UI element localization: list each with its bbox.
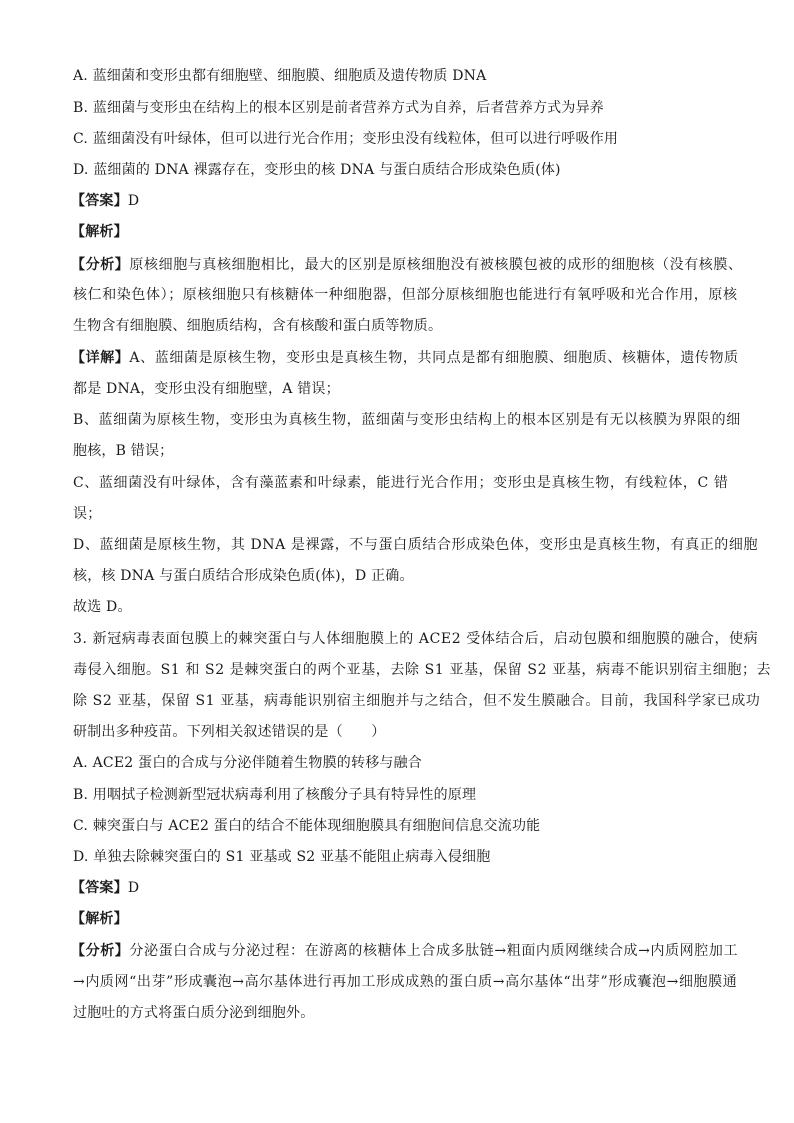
- q3-analysis-title: [71, 909, 731, 929]
- q2-analysis-line-2: 核仁和染色体）；原核细胞只有核糖体一种细胞器，但部分原核细胞也能进行有氧呼吸和光合作用，原核: [73, 287, 738, 303]
- q3-option-a: A. ACE2 蛋白的合成与分泌伴随着生物膜的转移与融合: [73, 755, 423, 771]
- analysis-tag: 【分析】: [71, 257, 130, 273]
- q3-analysis-line-3: 过胞吐的方式将蛋白质分泌到细胞外。: [73, 1005, 315, 1021]
- q2-detail-line-2: 都是 DNA，变形虫没有细胞壁，A 错误；: [73, 381, 340, 397]
- analysis-text: 原核细胞与真核细胞相比，最大的区别是原核细胞没有被核膜包被的成形的细胞核（没有核膜、: [129, 257, 743, 273]
- analysis-title-label: 【解析】: [71, 224, 128, 240]
- q3-stem-line-2: 毒侵入细胞。S1 和 S2 是棘突蛋白的两个亚基，去除 S1 亚基，保留 S2 亚基，病毒不能识别宿主细胞；去: [73, 662, 772, 678]
- q3-option-b: B. 用咽拭子检测新型冠状病毒利用了核酸分子具有特异性的原理: [73, 787, 477, 803]
- q3-answer: [71, 878, 731, 898]
- q3-option-d: D. 单独去除棘突蛋白的 S1 亚基或 S2 亚基不能阻止病毒入侵细胞: [73, 849, 491, 865]
- q2-analysis-title: [71, 222, 731, 242]
- q2-detail-line-7: D、蓝细菌是原核生物，其 DNA 是裸露，不与蛋白质结合形成染色体，变形虫是真核生物，有真正的细胞: [73, 537, 759, 553]
- answer-tag: 【答案】: [71, 880, 128, 896]
- analysis-tag: 【分析】: [71, 943, 130, 959]
- q2-option-a: A. 蓝细菌和变形虫都有细胞壁、细胞膜、细胞质及遗传物质 DNA: [73, 68, 487, 84]
- answer-value: D: [127, 193, 140, 209]
- q2-detail-line-5: C、蓝细菌没有叶绿体，含有藻蓝素和叶绿素，能进行光合作用；变形虫是真核生物，有线粒体，C 错: [73, 475, 729, 491]
- q2-detail-line-3: B、蓝细菌为原核生物，变形虫为真核生物，蓝细菌与变形虫结构上的根本区别是有无以核膜为界限的细: [73, 412, 741, 428]
- q2-detail-line-8: 核，核 DNA 与蛋白质结合形成染色质(体)，D 正确。: [73, 568, 414, 584]
- q2-detail-line-1: [71, 348, 739, 368]
- q2-detail-line-6: 误；: [73, 506, 102, 522]
- q2-conclusion: 故选 D。: [73, 599, 132, 615]
- q2-option-c: C. 蓝细菌没有叶绿体，但可以进行光合作用；变形虫没有线粒体，但可以进行呼吸作用: [73, 131, 619, 147]
- q2-analysis-line-1: [71, 255, 743, 275]
- answer-tag: 【答案】: [71, 193, 128, 209]
- q3-stem-line-4: 研制出多种疫苗。下列相关叙述错误的是（ ）: [73, 724, 386, 740]
- q2-detail-line-4: 胞核，B 错误；: [73, 443, 174, 459]
- q2-answer: [71, 191, 731, 211]
- detail-text: A、蓝细菌是原核生物，变形虫是真核生物，共同点是都有细胞膜、细胞质、核糖体，遗传物质: [129, 350, 739, 366]
- q2-analysis-line-3: 生物含有细胞膜、细胞质结构，含有核酸和蛋白质等物质。: [73, 318, 443, 334]
- q2-option-d: D. 蓝细菌的 DNA 裸露存在，变形虫的核 DNA 与蛋白质结合形成染色质(体): [73, 162, 561, 178]
- q3-stem-line-1: 3. 新冠病毒表面包膜上的棘突蛋白与人体细胞膜上的 ACE2 受体结合后，启动包膜和细胞膜的融合，使病: [73, 631, 759, 647]
- q3-analysis-line-1: [71, 941, 739, 961]
- q3-analysis-line-2: →内质网“出芽”形成囊泡→高尔基体进行再加工形成成熟的蛋白质→高尔基体“出芽”形成囊泡→细胞膜通: [73, 974, 738, 990]
- analysis-text: 分泌蛋白合成与分泌过程：在游离的核糖体上合成多肽链→粗面内质网继续合成→内质网腔加工: [129, 943, 739, 959]
- analysis-title-label: 【解析】: [71, 911, 128, 927]
- q3-option-c: C. 棘突蛋白与 ACE2 蛋白的结合不能体现细胞膜具有细胞间信息交流功能: [73, 818, 541, 834]
- q3-stem-line-3: 除 S2 亚基，保留 S1 亚基，病毒能识别宿主细胞并与之结合，但不发生膜融合。目前，我国科学家已成功: [73, 693, 761, 709]
- detail-tag: 【详解】: [71, 350, 130, 366]
- answer-value: D: [127, 880, 140, 896]
- q2-option-b: B. 蓝细菌与变形虫在结构上的根本区别是前者营养方式为自养，后者营养方式为异养: [73, 100, 604, 116]
